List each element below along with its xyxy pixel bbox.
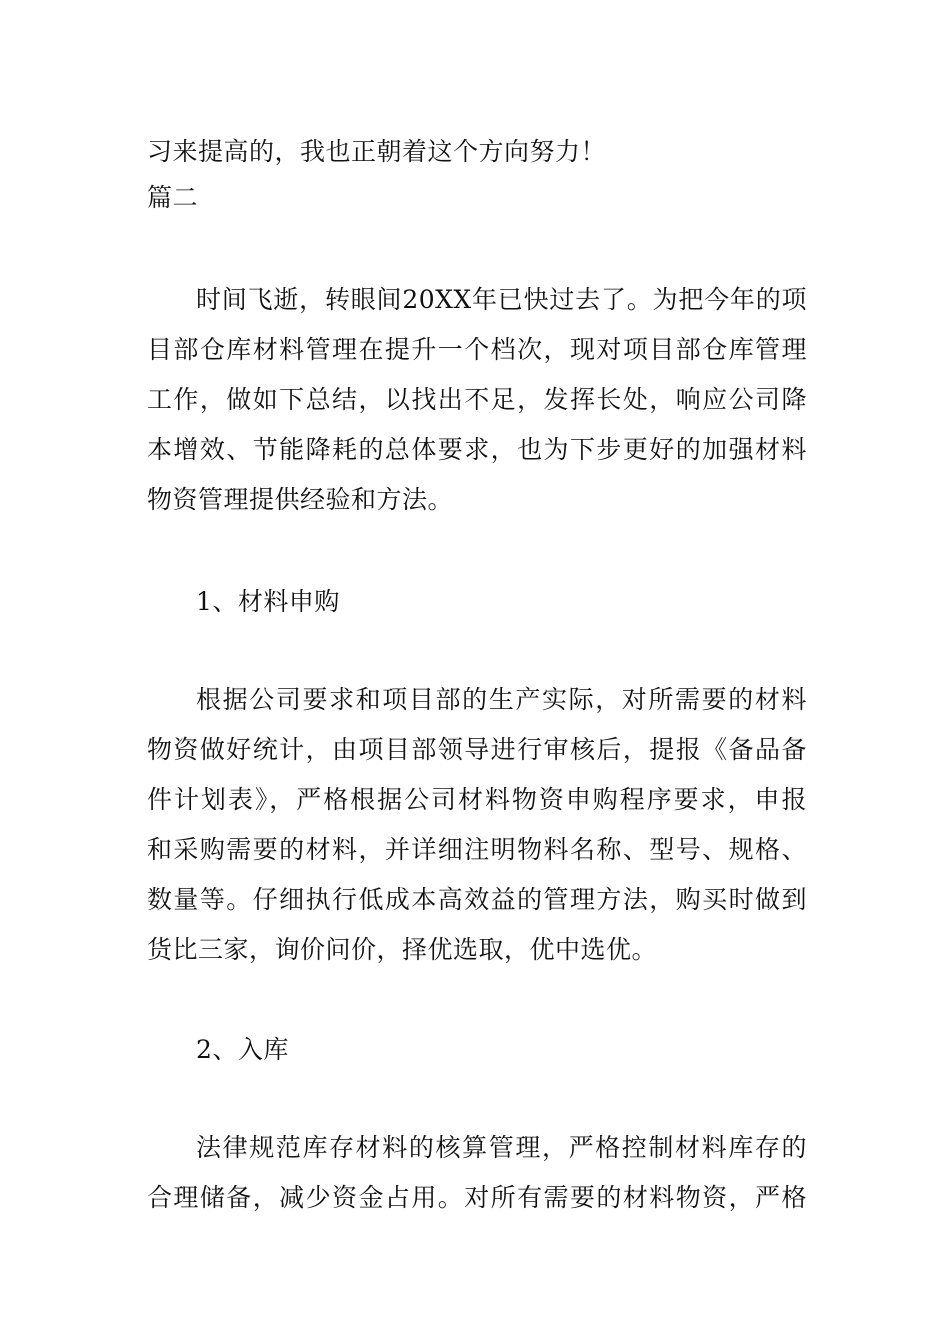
paragraph-intro-line-3: 工作，做如下总结，以找出不足，发挥长处，响应公司降 [147,385,807,414]
paragraph-intro-line-1: 时间飞逝，转眼间20XX年已快过去了。为把今年的项 [196,285,807,314]
paragraph-intro-line-2: 目部仓库材料管理在提升一个档次，现对项目部仓库管理 [147,335,807,364]
paragraph-purchase-line-1: 根据公司要求和项目部的生产实际，对所需要的材料 [196,685,807,714]
paragraph-purchase-line-3: 件计划表》，严格根据公司材料物资申购程序要求，申报 [147,785,807,814]
paragraph-purchase-line-4: 和采购需要的材料，并详细注明物料名称、型号、规格、 [147,835,807,864]
paragraph-warehousing-line-1: 法律规范库存材料的核算管理，严格控制材料库存的 [196,1133,807,1162]
paragraph-warehousing-line-2: 合理储备，减少资金占用。对所有需要的材料物资，严格 [147,1183,807,1212]
paragraph-purchase-line-6: 货比三家，询价问价，择优选取，优中选优。 [147,935,658,964]
paragraph-intro-line-4: 本增效、节能降耗的总体要求，也为下步更好的加强材料 [147,435,807,464]
paragraph-intro-line-5: 物资管理提供经验和方法。 [147,485,454,514]
subheading-warehousing: 2、入库 [196,1035,289,1064]
paragraph-purchase-line-5: 数量等。仔细执行低成本高效益的管理方法，购买时做到 [147,885,807,914]
text-line-continuation: 习来提高的，我也正朝着这个方向努力！ [147,137,607,166]
section-heading-part-two: 篇二 [147,183,199,212]
subheading-material-purchase: 1、材料申购 [196,587,340,616]
paragraph-purchase-line-2: 物资做好统计，由项目部领导进行审核后，提报《备品备 [147,735,807,764]
